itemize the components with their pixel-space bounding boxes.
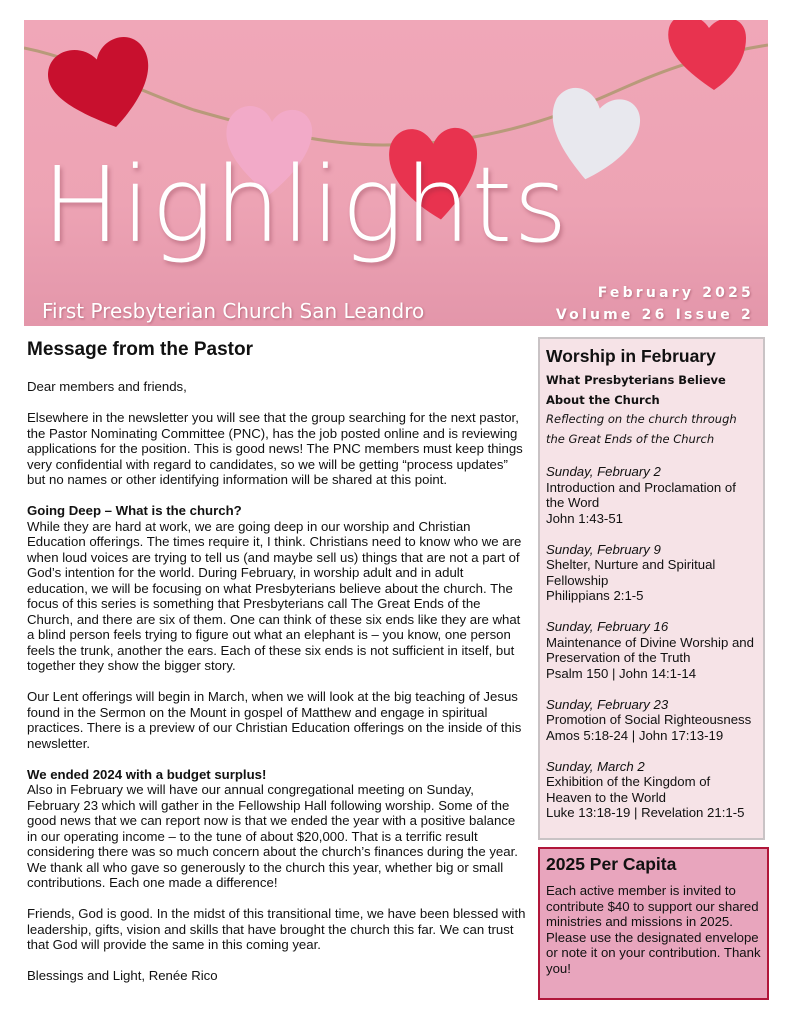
newsletter-title: Highlights bbox=[42, 144, 569, 266]
greeting: Dear members and friends, bbox=[27, 379, 187, 394]
service-date: Sunday, February 16 bbox=[546, 619, 669, 634]
service-scripture: Luke 13:18-19 | Revelation 21:1-5 bbox=[546, 805, 745, 820]
service-item bbox=[546, 464, 757, 526]
per-capita-box bbox=[538, 847, 769, 1000]
service-item bbox=[546, 697, 757, 744]
heart-icon bbox=[668, 20, 746, 90]
paragraph: While they are hard at work, we are going deep in our worship and Christian Education offerings. The times require it, I think. Christians need to know who we are when loud voices are trying to tell us (and maybe sell us) things that are not a part of God’s intention for the world. During February, in worship adult and in adult education, we will be focusing on what Presbyterians believe about the church. The focus of this series is something that Presbyterians call The Great Ends of the Church, and there are six of them. One can think of these six ends like they are what a blind person feels trying to figure out what an elephant is – you know, one person feels the trunk, another the ears. Each of these six ends is not sufficient in itself, but together they show the bigger story. bbox=[27, 518, 522, 673]
series-title: What Presbyterians Believe About the Church bbox=[546, 373, 726, 407]
service-scripture: Amos 5:18-24 | John 17:13-19 bbox=[546, 727, 724, 743]
per-capita-heading: 2025 Per Capita bbox=[546, 854, 677, 874]
service-theme: Promotion of Social Righteousness bbox=[546, 712, 752, 727]
sidebar-heading: Worship in February bbox=[546, 346, 716, 366]
service-date: Sunday, February 23 bbox=[546, 696, 669, 712]
paragraph: Elsewhere in the newsletter you will see that the group searching for the next pastor, the Pastor Nominating Committee (PNC), has the job posted online and is reviewing applications for the position. This is good news! The PNC members must keep things very confidential with regard to candidates, so we will be getting “process updates” but no names or other identifying information will be shared at this point. bbox=[27, 410, 523, 487]
service-item bbox=[546, 542, 757, 604]
service-item bbox=[546, 619, 757, 681]
subheading: We ended 2024 with a budget surplus! bbox=[27, 766, 267, 782]
section-heading: Message from the Pastor bbox=[27, 339, 253, 360]
church-name: First Presbyterian Church San Leandro bbox=[42, 299, 425, 323]
service-item bbox=[546, 759, 757, 821]
per-capita-body: Each active member is invited to contribute $40 to support our shared ministries and missions in 2025. Please use the designated envelope or note it on your contribution. Thank you! bbox=[546, 883, 761, 976]
heart-icon bbox=[41, 26, 166, 144]
service-scripture: Philippians 2:1-5 bbox=[546, 588, 644, 603]
paragraph-group bbox=[27, 767, 527, 891]
paragraph: Also in February we will have our annual congregational meeting on Sunday, February 23 which will gather in the Fellowship Hall following worship. Some of the good news that we can report now is that we ended the year with a positive balance in our operating income – to the tune of about $20,000. That is a terrific result considering there was so much concern about the church’s finances during the year. We thank all who gave so generously to the church this year, whether big or small contributions. Each one made a difference! bbox=[27, 782, 518, 890]
masthead-banner bbox=[24, 20, 768, 326]
subheading: Going Deep – What is the church? bbox=[27, 503, 242, 518]
service-theme: Introduction and Proclamation of the Word bbox=[546, 479, 736, 510]
worship-sidebar bbox=[538, 337, 765, 840]
issue-date: February 2025 bbox=[597, 285, 754, 301]
series-description: Reflecting on the church through the Great Ends of the Church bbox=[546, 412, 737, 446]
pastor-message bbox=[27, 338, 527, 999]
service-scripture: John 1:43-51 bbox=[546, 510, 623, 526]
service-scripture: Psalm 150 | John 14:1-14 bbox=[546, 665, 697, 681]
paragraph: Friends, God is good. In the midst of this transitional time, we have been blessed with leadership, gifts, vision and skills that have brought the church this far. We can trust that God will provide the same in this coming year. bbox=[27, 906, 526, 952]
issue-volume: Volume 26 Issue 2 bbox=[555, 307, 754, 323]
service-theme: Maintenance of Divine Worship and Preservation of the Truth bbox=[546, 634, 754, 665]
service-date: Sunday, March 2 bbox=[546, 758, 645, 774]
service-theme: Shelter, Nurture and Spiritual Fellowship bbox=[546, 557, 716, 588]
service-theme: Exhibition of the Kingdom of Heaven to the World bbox=[546, 774, 711, 805]
paragraph: Our Lent offerings will begin in March, when we will look at the big teaching of Jesus found in the Sermon on the Mount in gospel of Matthew and engage in spiritual practices. There is a preview of our Christian Education offerings on the inside of this newsletter. bbox=[27, 689, 522, 751]
service-date: Sunday, February 2 bbox=[546, 464, 661, 479]
paragraph-group bbox=[27, 503, 527, 674]
issue-info bbox=[556, 282, 754, 326]
service-date: Sunday, February 9 bbox=[546, 541, 661, 557]
signoff: Blessings and Light, Renée Rico bbox=[27, 968, 218, 983]
